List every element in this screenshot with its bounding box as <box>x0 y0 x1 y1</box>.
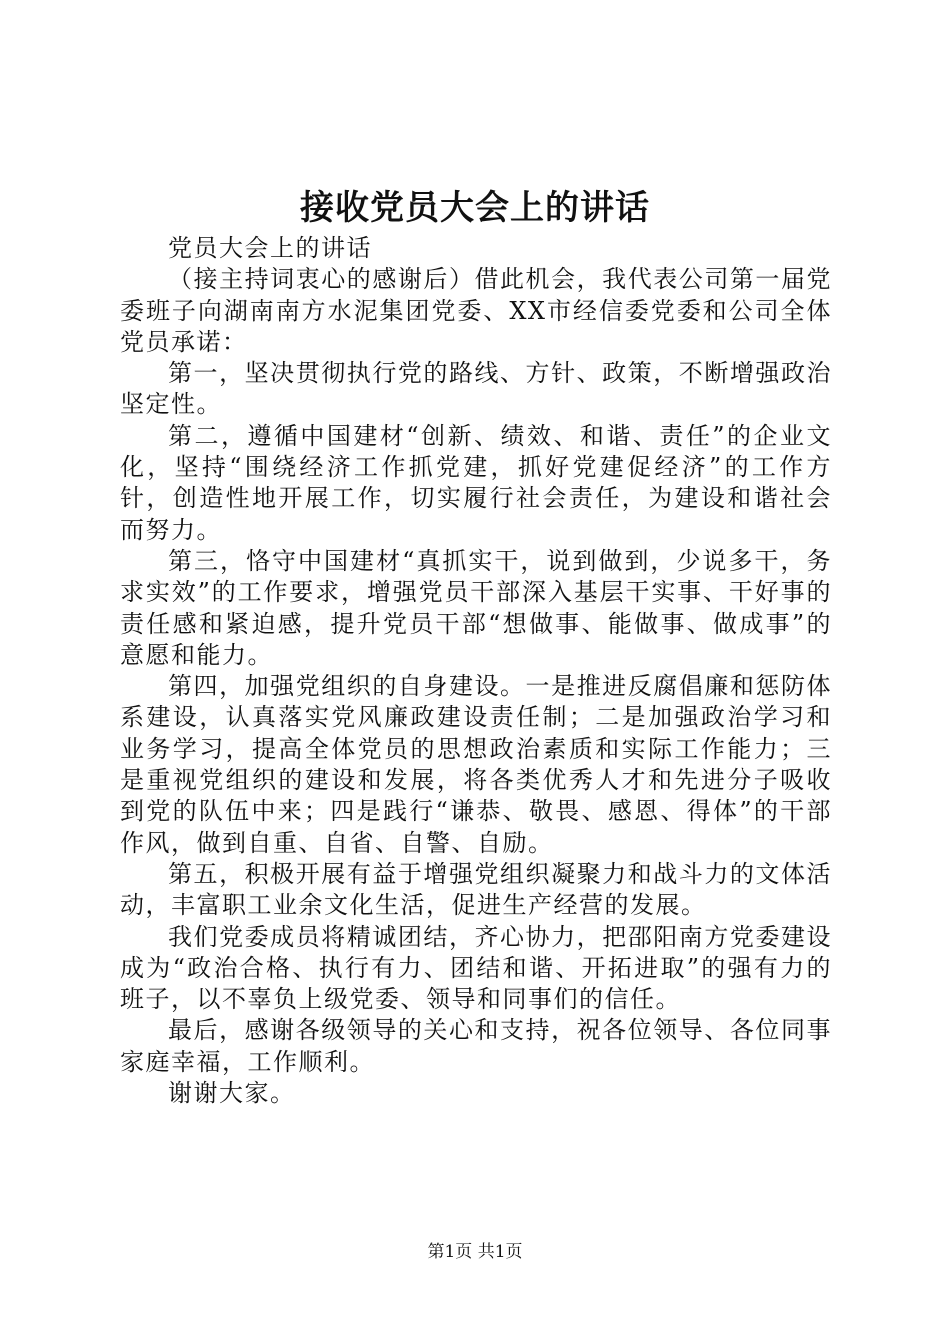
paragraph-point-4: 第四，加强党组织的自身建设。一是推进反腐倡廉和惩防体系建设，认真落实党风廉政建设责任制；二是加强政治学习和业务学习，提高全体党员的思想政治素质和实际工作能力；三是重视党组织的建设和发展，将各类优秀人才和先进分子吸收到党的队伍中来；四是践行“谦恭、敬畏、感恩、得体”的干部作风，做到自重、自省、自警、自励。 <box>120 672 832 857</box>
document-body <box>120 233 832 1109</box>
paragraph-subtitle: 党员大会上的讲话 <box>168 234 372 262</box>
paragraph-point-5: 第五，积极开展有益于增强党组织凝聚力和战斗力的文体活动，丰富职工业余文化生活，促进生产经营的发展。 <box>120 859 832 920</box>
paragraph-point-2: 第二，遵循中国建材“创新、绩效、和谐、责任”的企业文化，坚持“围绕经济工作抓党建，抓好党建促经济”的工作方针，创造性地开展工作，切实履行社会责任，为建设和谐社会而努力。 <box>120 421 832 544</box>
paragraph-thanks: 最后，感谢各级领导的关心和支持，祝各位领导、各位同事家庭幸福，工作顺利。 <box>120 1016 832 1076</box>
paragraph-commitment: 我们党委成员将精诚团结，齐心协力，把邵阳南方党委建设成为“政治合格、执行有力、团结和谐、开拓进取”的强有力的班子，以不辜负上级党委、领导和同事们的信任。 <box>120 922 832 1014</box>
page-footer: 第1页 共1页 <box>427 1242 523 1262</box>
paragraph-point-3: 第三，恪守中国建材“真抓实干，说到做到，少说多干，务求实效”的工作要求，增强党员干部深入基层干实事、干好事的责任感和紧迫感，提升党员干部“想做事、能做事、做成事”的意愿和能力。 <box>120 546 832 669</box>
document-title: 接收党员大会上的讲话 <box>300 188 650 228</box>
paragraph-intro: （接主持词衷心的感谢后）借此机会，我代表公司第一届党委班子向湖南南方水泥集团党委、XX市经信委党委和公司全体党员承诺： <box>120 265 832 356</box>
paragraph-point-1: 第一，坚决贯彻执行党的路线、方针、政策，不断增强政治坚定性。 <box>120 359 832 419</box>
paragraph-closing: 谢谢大家。 <box>168 1079 296 1108</box>
